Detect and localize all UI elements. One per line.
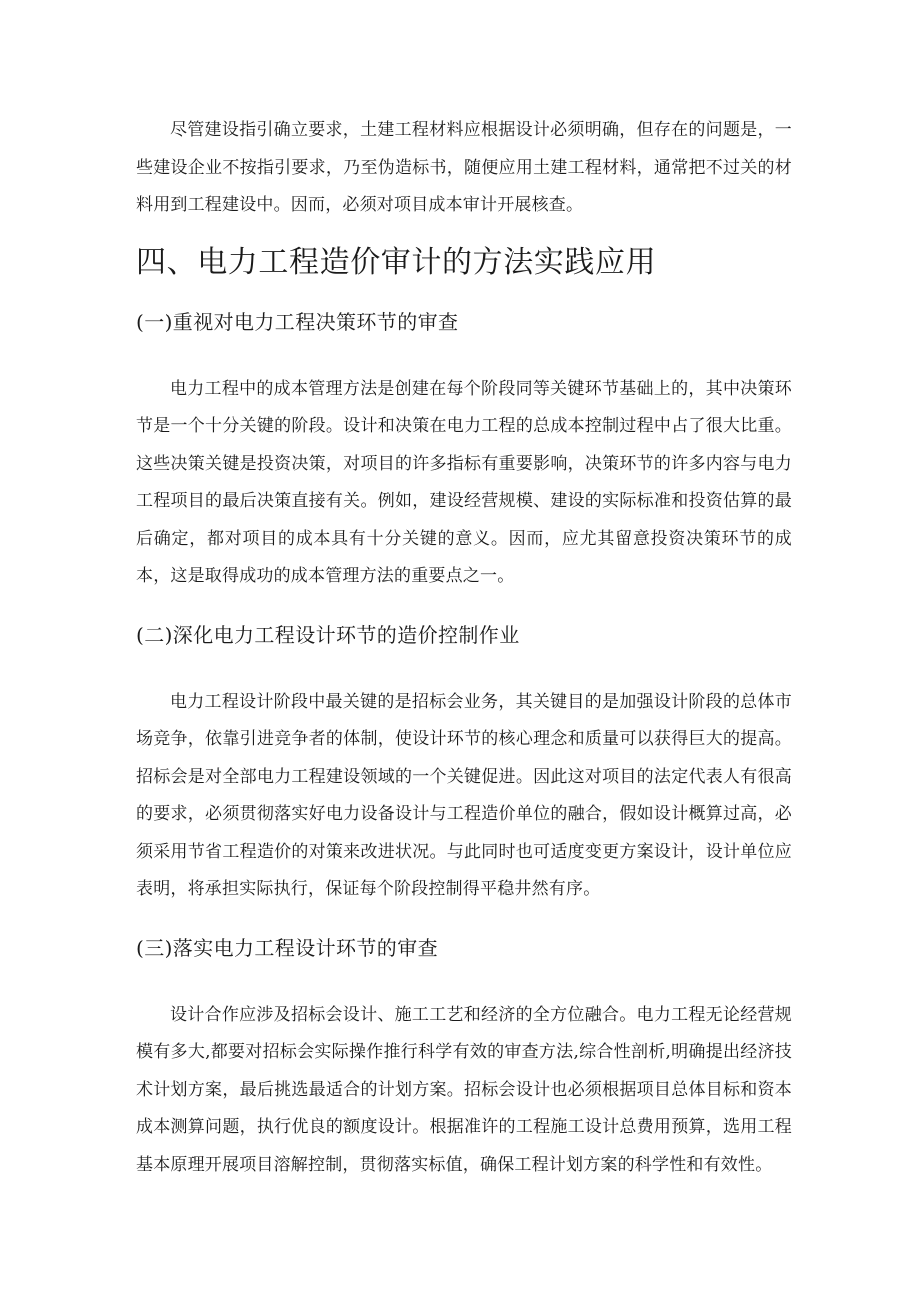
section-heading: 四、电力工程造价审计的方法实践应用 (136, 244, 657, 280)
subsection-body-2: 电力工程设计阶段中最关键的是招标会业务，其关键目的是加强设计阶段的总体市场竞争，依靠引进竞争者的体制，使设计环节的核心理念和质量可以获得巨大的提高。招标会是对全部电力工程建设领域的一个关键促进。因此这对项目的法定代表人有很高的要求，必须贯彻落实好电力设备设计与工程造价单位的融合，假如设计概算过高，必须采用节省工程造价的对策来改进状况。与此同时也可适度变更方案设计，设计单位应表明，将承担实际执行，保证每个阶段控制得平稳井然有序。 (136, 691, 792, 899)
subsection-body-3: 设计合作应涉及招标会设计、施工工艺和经济的全方位融合。电力工程无论经营规模有多大,都要对招标会实际操作推行科学有效的审查方法,综合性剖析,明确提出经济技术计划方案，最后挑选最适合的计划方案。招标会设计也必须根据项目总体目标和资本成本测算问题，执行优良的额度设计。根据准许的工程施工设计总费用预算，选用工程基本原理开展项目溶解控制，贯彻落实标值，确保工程计划方案的科学性和有效性。 (136, 1004, 792, 1175)
intro-paragraph: 尽管建设指引确立要求，土建工程材料应根据设计必须明确，但存在的问题是，一些建设企业不按指引要求，乃至伪造标书，随便应用土建工程材料，通常把不过关的材料用到工程建设中。因而，必须对项目成本审计开展核查。 (136, 120, 792, 215)
subsection-heading-3: (三)落实电力工程设计环节的审查 (136, 935, 439, 960)
subsection-heading-2: (二)深化电力工程设计环节的造价控制作业 (136, 622, 520, 647)
subsection-heading-1: (一)重视对电力工程决策环节的审查 (136, 309, 459, 334)
subsection-body-1: 电力工程中的成本管理方法是创建在每个阶段同等关键环节基础上的，其中决策环节是一个十分关键的阶段。设计和决策在电力工程的总成本控制过程中占了很大比重。这些决策关键是投资决策，对项目的许多指标有重要影响，决策环节的许多内容与电力工程项目的最后决策直接有关。例如，建设经营规模、建设的实际标准和投资估算的最后确定，都对项目的成本具有十分关键的意义。因而，应尤其留意投资决策环节的成本，这是取得成功的成本管理方法的重要点之一。 (136, 378, 792, 586)
document-page (136, 112, 792, 1184)
